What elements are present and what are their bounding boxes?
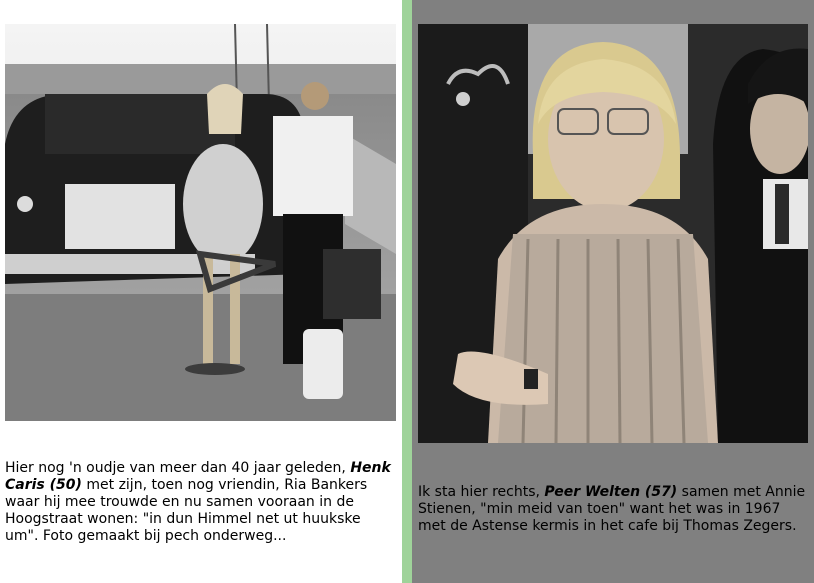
left-caption-text-1: Hier nog 'n oudje van meer dan 40 jaar geleden, bbox=[5, 460, 351, 476]
right-caption bbox=[418, 484, 808, 535]
left-caption-name: Henk Caris (50) bbox=[5, 460, 391, 493]
column-divider bbox=[402, 0, 412, 583]
left-column bbox=[0, 0, 402, 583]
left-caption-text-2: met zijn, toen nog vriendin, Ria Bankers waar hij mee trouwde en nu samen vooraan in de Hoogstraat wonen: "in dun Himmel net ut huukske um". Foto gemaakt bij pech onderweg... bbox=[5, 477, 368, 544]
left-caption bbox=[5, 460, 397, 545]
right-column bbox=[412, 0, 814, 583]
roadside-couple-photo bbox=[5, 24, 396, 421]
right-caption-name: Peer Welten (57) bbox=[544, 484, 678, 500]
right-caption-text-1: Ik sta hier rechts, bbox=[418, 484, 545, 500]
right-caption-text-2: samen met Annie Stienen, "min meid van toen" want het was in 1967 met de Astense kermis in het cafe bij Thomas Zegers. bbox=[418, 484, 806, 534]
cafe-portrait-photo bbox=[418, 24, 808, 443]
